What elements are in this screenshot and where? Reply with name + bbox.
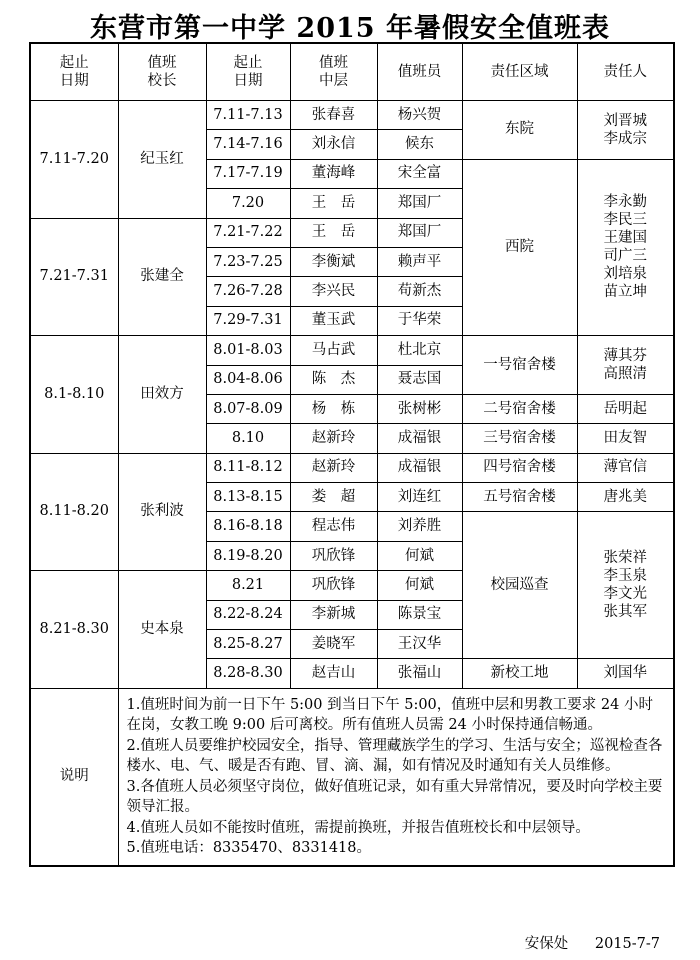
area-name: 五号宿舍楼 [462, 483, 577, 512]
row-staff: 聂志国 [377, 365, 462, 394]
row-middle: 张春喜 [290, 101, 377, 130]
table-row [30, 101, 674, 130]
row-middle: 娄 超 [290, 483, 377, 512]
row-date: 7.14-7.16 [206, 130, 290, 159]
row-date: 7.26-7.28 [206, 277, 290, 306]
row-middle: 赵吉山 [290, 659, 377, 688]
row-date: 8.19-8.20 [206, 541, 290, 570]
area-name: 一号宿舍楼 [462, 336, 577, 395]
row-date: 7.29-7.31 [206, 306, 290, 335]
row-staff: 成福银 [377, 453, 462, 482]
row-staff: 何斌 [377, 571, 462, 600]
duty-table [29, 42, 675, 867]
header-area: 责任区域 [462, 43, 577, 101]
table-row [30, 336, 674, 365]
row-staff: 候东 [377, 130, 462, 159]
row-staff: 张树彬 [377, 394, 462, 423]
row-date: 8.01-8.03 [206, 336, 290, 365]
row-staff: 杜北京 [377, 336, 462, 365]
note-item: 5.值班电话：8335470、8331418。 [126, 840, 371, 857]
header-owner: 责任人 [577, 43, 674, 101]
row-middle: 杨 栋 [290, 394, 377, 423]
area-owners: 刘国华 [577, 659, 674, 688]
area-owners: 田友智 [577, 424, 674, 453]
note-item: 3.各值班人员必须坚守岗位，做好值班记录，如有重大异常情况，要及时向学校主要领导汇报。 [126, 778, 663, 816]
row-staff: 郑国厂 [377, 189, 462, 218]
period-range: 7.21-7.31 [30, 218, 118, 336]
row-staff: 刘养胜 [377, 512, 462, 541]
row-date: 8.25-8.27 [206, 630, 290, 659]
row-date: 8.16-8.18 [206, 512, 290, 541]
row-date: 8.07-8.09 [206, 394, 290, 423]
area-owners: 岳明起 [577, 394, 674, 423]
notes-content [118, 688, 674, 866]
row-staff: 于华荣 [377, 306, 462, 335]
area-name: 二号宿舍楼 [462, 394, 577, 423]
row-staff: 赖声平 [377, 247, 462, 276]
row-date: 7.11-7.13 [206, 101, 290, 130]
header-row [30, 43, 674, 101]
area-name: 西院 [462, 159, 577, 335]
row-middle: 王 岳 [290, 189, 377, 218]
row-middle: 巩欣锋 [290, 541, 377, 570]
page-title: 东营市第一中学 2015 年暑假安全值班表 [90, 13, 610, 44]
row-date: 7.21-7.22 [206, 218, 290, 247]
row-date: 7.20 [206, 189, 290, 218]
row-staff: 成福银 [377, 424, 462, 453]
header-period: 起止 日期 [30, 43, 118, 101]
row-staff: 陈景宝 [377, 600, 462, 629]
area-name: 新校工地 [462, 659, 577, 688]
period-principal: 张利波 [118, 453, 206, 571]
row-date: 7.17-7.19 [206, 159, 290, 188]
header-principal: 值班 校长 [118, 43, 206, 101]
period-range: 8.11-8.20 [30, 453, 118, 571]
table-row [30, 453, 674, 482]
row-staff: 张福山 [377, 659, 462, 688]
row-date: 8.11-8.12 [206, 453, 290, 482]
row-staff: 杨兴贺 [377, 101, 462, 130]
row-middle: 赵新玲 [290, 424, 377, 453]
header-staff: 值班员 [377, 43, 462, 101]
row-staff: 郑国厂 [377, 218, 462, 247]
notes-row [30, 688, 674, 866]
row-middle: 王 岳 [290, 218, 377, 247]
area-owners: 薄其芬 高照清 [577, 336, 674, 395]
row-date: 8.28-8.30 [206, 659, 290, 688]
area-owners: 张荣祥 李玉泉 李文光 张其军 [577, 512, 674, 659]
area-name: 四号宿舍楼 [462, 453, 577, 482]
area-owners: 李永勤 李民三 王建国 司广三 刘培泉 苗立坤 [577, 159, 674, 335]
header-date: 起止 日期 [206, 43, 290, 101]
notes-label: 说明 [30, 688, 118, 866]
header-middle: 值班 中层 [290, 43, 377, 101]
row-date: 7.23-7.25 [206, 247, 290, 276]
row-staff: 何斌 [377, 541, 462, 570]
row-date: 8.21 [206, 571, 290, 600]
row-middle: 董海峰 [290, 159, 377, 188]
row-middle: 李兴民 [290, 277, 377, 306]
period-principal: 张建全 [118, 218, 206, 336]
period-principal: 史本泉 [118, 571, 206, 689]
area-owners: 刘晋城 李成宗 [577, 101, 674, 160]
note-item: 2.值班人员要维护校园安全，指导、管理藏族学生的学习、生活与安全；巡视检查各楼水、电、气、暖是否有跑、冒、滴、漏，如有情况及时通知有关人员维修。 [126, 737, 663, 775]
row-date: 8.10 [206, 424, 290, 453]
row-middle: 姜晓军 [290, 630, 377, 659]
footer-dept: 安保处 [524, 936, 569, 952]
period-range: 7.11-7.20 [30, 101, 118, 219]
row-middle: 赵新玲 [290, 453, 377, 482]
row-date: 8.22-8.24 [206, 600, 290, 629]
note-item: 1.值班时间为前一日下午 5:00 到当日下午 5:00，值班中层和男教工要求 24 小时在岗，女教工晚 9:00 后可离校。所有值班人员需 24 小时保持通信畅通。 [126, 696, 653, 734]
row-staff: 苟新杰 [377, 277, 462, 306]
period-range: 8.1-8.10 [30, 336, 118, 454]
note-item: 4.值班人员如不能按时值班，需提前换班，并报告值班校长和中层领导。 [126, 819, 590, 836]
area-name: 三号宿舍楼 [462, 424, 577, 453]
row-date: 8.04-8.06 [206, 365, 290, 394]
row-middle: 董玉武 [290, 306, 377, 335]
row-middle: 巩欣锋 [290, 571, 377, 600]
area-name: 校园巡查 [462, 512, 577, 659]
row-date: 8.13-8.15 [206, 483, 290, 512]
area-name: 东院 [462, 101, 577, 160]
row-middle: 刘永信 [290, 130, 377, 159]
period-range: 8.21-8.30 [30, 571, 118, 689]
area-owners: 薄官信 [577, 453, 674, 482]
row-middle: 程志伟 [290, 512, 377, 541]
area-owners: 唐兆美 [577, 483, 674, 512]
period-principal: 纪玉红 [118, 101, 206, 219]
row-staff: 宋全富 [377, 159, 462, 188]
row-middle: 马占武 [290, 336, 377, 365]
footer [503, 932, 660, 953]
row-staff: 刘连红 [377, 483, 462, 512]
row-staff: 王汉华 [377, 630, 462, 659]
row-middle: 陈 杰 [290, 365, 377, 394]
row-middle: 李衡斌 [290, 247, 377, 276]
row-middle: 李新城 [290, 600, 377, 629]
period-principal: 田效方 [118, 336, 206, 454]
footer-date: 2015-7-7 [594, 936, 660, 952]
